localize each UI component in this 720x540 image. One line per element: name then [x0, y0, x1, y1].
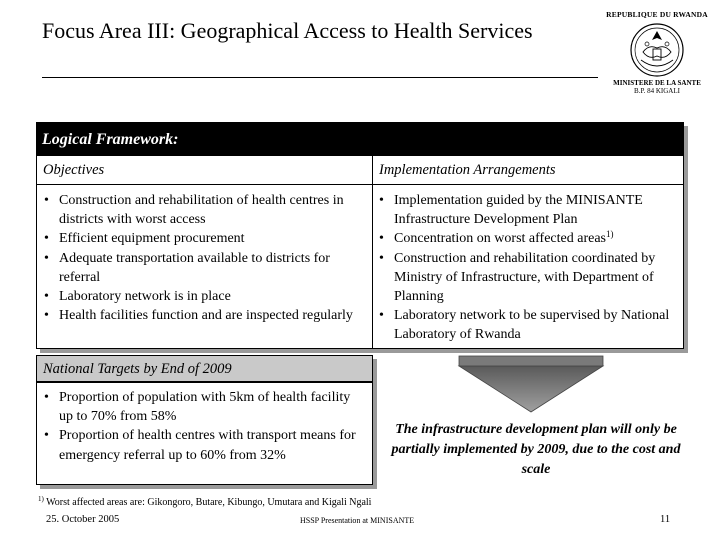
logo-ministry-text: MINISTERE DE LA SANTE — [613, 79, 701, 87]
implementation-note: The infrastructure development plan will only be partially implemented by 2009, due to the cost and scale — [391, 422, 681, 477]
list-item-text: Construction and rehabilitation coordinated by Ministry of Infrastructure, with Department of Planning — [394, 250, 656, 305]
list-item — [379, 229, 684, 248]
list-item — [379, 306, 684, 344]
list-item: • Construction and rehabilitation of health centres in districts with worst access — [44, 191, 364, 229]
column-divider — [372, 156, 373, 349]
footnote — [38, 497, 371, 508]
objectives-list — [44, 191, 364, 325]
logo-address-text: B.P. 84 KIGALI — [634, 87, 680, 95]
targets-header: National Targets by End of 2009 — [36, 355, 373, 382]
footer-center-text: HSSP Presentation at MINISANTE — [300, 516, 415, 525]
list-item-text: Laboratory network to be supervised by National Laboratory of Rwanda — [394, 308, 670, 343]
list-item: • Proportion of health centres with transport means for emergency referral up to 60% from 32% — [44, 426, 362, 464]
targets-list — [44, 388, 362, 465]
logical-framework-header: Logical Framework: — [36, 122, 684, 155]
list-item: • Proportion of population with 5km of health facility up to 70% from 58% — [44, 388, 362, 426]
ministry-logo — [604, 10, 710, 110]
arrangements-list — [379, 191, 684, 345]
list-item-text: Implementation guided by the MINISANTE Infrastructure Development Plan — [394, 193, 643, 228]
arrangements-column-header: Implementation Arrangements — [373, 156, 683, 185]
list-item — [379, 249, 684, 307]
list-item: • Efficient equipment procurement — [44, 229, 364, 248]
list-item — [379, 191, 684, 229]
down-arrow-icon — [455, 352, 607, 416]
list-item: • Laboratory network is in place — [44, 287, 364, 306]
list-item: • Adequate transportation available to districts for referral — [44, 249, 364, 287]
footnote-mark: 1) — [38, 495, 44, 503]
footnote-reference: 1) — [606, 229, 614, 240]
targets-panel — [36, 382, 373, 485]
logo-country-text: REPUBLIQUE DU RWANDA — [606, 10, 708, 19]
rwanda-seal-icon — [629, 22, 685, 78]
title-divider — [42, 77, 598, 78]
footer-date: 25. October 2005 — [46, 514, 120, 525]
page-number: 11 — [660, 514, 671, 525]
objectives-column-header: Objectives — [37, 156, 372, 185]
list-item: • Health facilities function and are inspected regularly — [44, 306, 364, 325]
slide-title: Focus Area III: Geographical Access to Health Services — [42, 18, 533, 43]
footnote-text: Worst affected areas are: Gikongoro, Butare, Kibungo, Umutara and Kigali Ngali — [46, 497, 372, 508]
framework-table — [36, 155, 684, 349]
list-item-text: Concentration on worst affected areas — [394, 231, 606, 247]
